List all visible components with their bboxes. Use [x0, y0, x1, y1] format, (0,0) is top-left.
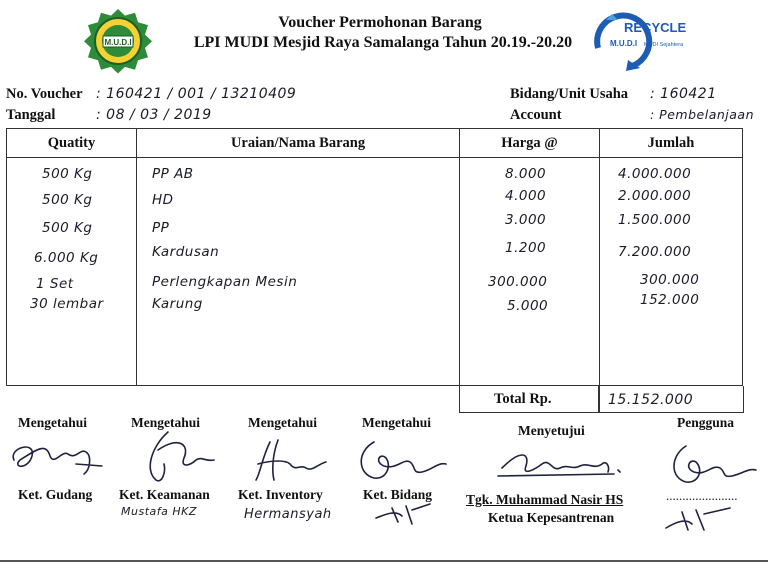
keamanan-role: Ket. Keamanan [119, 487, 210, 502]
page-bottom-border [0, 560, 768, 562]
document-subtitle: LPI MUDI Mesjid Raya Samalanga Tahun 20.19.-20.20 [193, 34, 573, 51]
row-item: PP [152, 220, 170, 236]
bidang-title: Mengetahui [362, 415, 431, 430]
approve-title: Menyetujui [518, 423, 585, 438]
row-total: 300.000 [640, 272, 700, 288]
user-dots: ...................... [666, 488, 738, 503]
row-price: 8.000 [505, 166, 547, 182]
item-column [137, 158, 460, 386]
row-price: 4.000 [505, 188, 547, 204]
header-price: Harga @ [460, 129, 600, 158]
document-title: Voucher Permohonan Barang [278, 14, 482, 31]
row-item: HD [152, 192, 174, 208]
row-total: 2.000.000 [618, 188, 692, 204]
row-item: Karung [152, 296, 203, 312]
total-divider [598, 386, 600, 412]
row-qty: 30 lembar [30, 296, 104, 312]
svg-text:RECYCLE: RECYCLE [624, 20, 687, 35]
total-value: 15.152.000 [608, 392, 694, 408]
user-title: Pengguna [677, 415, 735, 430]
row-total: 4.000.000 [618, 166, 692, 182]
total-label: Total Rp. [494, 391, 552, 407]
row-qty: 500 Kg [42, 166, 93, 182]
svg-text:M.U.D.I: M.U.D.I [610, 39, 638, 48]
row-price: 3.000 [505, 212, 547, 228]
bidang-role: Ket. Bidang [363, 487, 433, 502]
voucher-value: : 160421 / 001 / 13210409 [96, 86, 297, 102]
date-value: : 08 / 03 / 2019 [96, 107, 212, 123]
gudang-title: Mengetahui [18, 415, 87, 430]
inventory-title: Mengetahui [248, 415, 317, 430]
row-item: PP AB [152, 166, 194, 182]
date-label: Tanggal [6, 107, 56, 123]
mudi-logo [83, 8, 153, 74]
row-qty: 500 Kg [42, 192, 93, 208]
approver-role: Ketua Kepesantrenan [488, 510, 615, 525]
svg-text:M.U.D.I: M.U.D.I [104, 38, 132, 47]
account-value: : Pembelanjaan [650, 107, 754, 122]
bidang-initials [372, 500, 442, 526]
approver-name: Tgk. Muhammad Nasir HS [466, 492, 624, 507]
gudang-signature [6, 430, 106, 486]
row-qty: 500 Kg [42, 220, 93, 236]
header-quantity: Quatity [7, 129, 137, 158]
row-total: 152.000 [640, 292, 700, 308]
row-total: 1.500.000 [618, 212, 692, 228]
unit-label: Bidang/Unit Usaha [510, 86, 629, 102]
keamanan-name: Mustafa HKZ [121, 505, 197, 518]
keamanan-title: Mengetahui [131, 415, 200, 430]
row-item: Perlengkapan Mesin [152, 274, 298, 290]
unit-value: : 160421 [650, 86, 717, 102]
row-qty: 6.000 Kg [34, 250, 99, 266]
row-total: 7.200.000 [618, 244, 692, 260]
row-price: 300.000 [488, 274, 548, 290]
keamanan-signature [134, 426, 224, 486]
recycle-logo [588, 8, 708, 72]
inventory-signature [242, 434, 342, 486]
voucher-label: No. Voucher [6, 86, 83, 102]
approver-signature [490, 440, 630, 490]
bidang-signature [352, 432, 452, 486]
row-price: 1.200 [505, 240, 547, 256]
header-item-name: Uraian/Nama Barang [137, 129, 460, 158]
row-price: 5.000 [507, 298, 549, 314]
user-initials [660, 500, 740, 534]
row-qty: 1 Set [36, 276, 74, 292]
user-signature [660, 438, 760, 488]
row-item: Kardusan [152, 244, 220, 260]
gudang-role: Ket. Gudang [18, 487, 93, 502]
header-amount: Jumlah [600, 129, 743, 158]
svg-text:MUDI Sejahtera: MUDI Sejahtera [644, 42, 684, 48]
inventory-role: Ket. Inventory [238, 487, 323, 502]
inventory-name: Hermansyah [244, 507, 332, 522]
account-label: Account [510, 107, 562, 123]
